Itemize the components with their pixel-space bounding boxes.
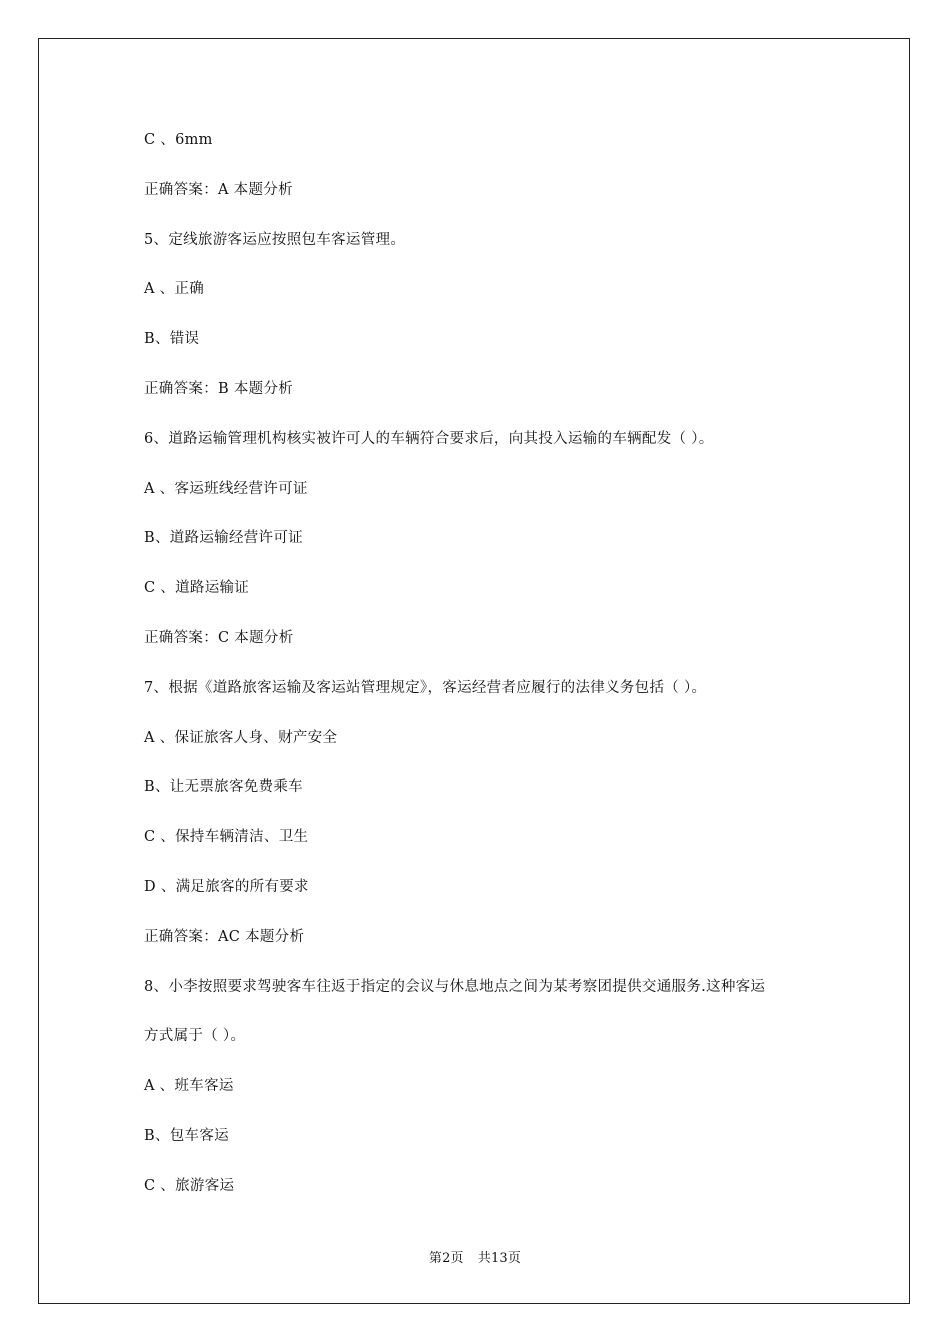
- page-footer: [0, 1247, 950, 1266]
- option-text: A 、班车客运: [144, 1078, 234, 1095]
- option-text: A 、保证旅客人身、财产安全: [144, 729, 338, 746]
- option-text: A 、正确: [144, 281, 205, 298]
- page-number: 第2页: [428, 1251, 464, 1266]
- option-text: C 、保持车辆清洁、卫生: [144, 829, 309, 846]
- question-text: 8、小李按照要求驾驶客车往返于指定的会议与休息地点之间为某考察团提供交通服务.这种客运: [144, 978, 766, 995]
- page-total: 共13页: [477, 1251, 522, 1266]
- option-text: C 、道路运输证: [144, 580, 250, 597]
- option-text: D 、满足旅客的所有要求: [144, 878, 309, 895]
- answer-line: 正确答案：B 本题分析: [144, 380, 294, 397]
- option-text: B、让无票旅客免费乘车: [144, 779, 303, 796]
- answer-line: 正确答案：AC 本题分析: [144, 928, 305, 945]
- option-text: B、错误: [144, 331, 200, 348]
- option-text: B、包车客运: [144, 1127, 229, 1144]
- answer-line: 正确答案：A 本题分析: [144, 181, 293, 198]
- question-text-continued: 方式属于（ ）。: [144, 1028, 246, 1045]
- option-text: B、道路运输经营许可证: [144, 530, 303, 547]
- question-text: 6、道路运输管理机构核实被许可人的车辆符合要求后，向其投入运输的车辆配发（ ）。: [144, 430, 714, 447]
- option-text: C 、6mm: [144, 132, 213, 148]
- question-text: 5、定线旅游客运应按照包车客运管理。: [144, 231, 406, 248]
- document-body: [144, 126, 844, 1222]
- question-text: 7、根据《道路旅客运输及客运站管理规定》，客运经营者应履行的法律义务包括（ ）。: [144, 679, 707, 696]
- answer-line: 正确答案：C 本题分析: [144, 629, 294, 646]
- option-text: A 、客运班线经营许可证: [144, 480, 308, 497]
- option-text: C 、旅游客运: [144, 1177, 235, 1194]
